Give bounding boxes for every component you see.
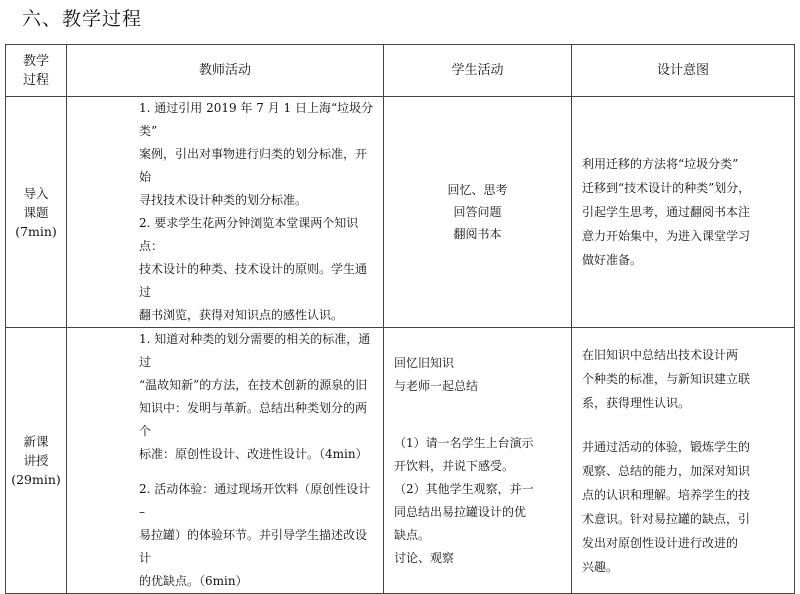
- teacher-item: 2. 活动体验：通过现场开饮料（原创性设计 – 易拉罐）的体验环节。并引导学生描述改设计 的优缺点。（6min）: [139, 482, 371, 588]
- design-item: 并通过活动的体验，锻炼学生的 观察、总结的能力，加深对知识 点的认识和理解。培养学生的技 术意识。针对易拉罐的缺点，引 发出对原创性设计进行改进的 兴趣。: [582, 439, 751, 574]
- teacher-activity-cell: [67, 97, 384, 328]
- student-item: 回忆旧知识 与老师一起总结: [394, 355, 479, 393]
- stage-cell: 新课 讲授 (29min): [6, 328, 67, 594]
- section-heading: 六、教学过程: [22, 8, 143, 30]
- teaching-process-table: [5, 44, 795, 594]
- design-intent-cell: [572, 328, 795, 594]
- header-teacher-activity: 教师活动: [67, 45, 384, 97]
- teacher-item: 1. 知道对种类的划分需要的相关的标准，通过 “温故知新”的方法，在技术创新的源泉的旧 知识中：发明与革新。总结出种类划分的两个 标准：原创性设计、改进性设计。（4min）: [139, 332, 371, 461]
- table-row: [6, 328, 795, 594]
- design-item: 在旧知识中总结出技术设计两 个种类的标准，与新知识建立联 系，获得理性认识。: [582, 347, 751, 410]
- header-stage: 教学 过程: [6, 45, 67, 97]
- table-header-row: [6, 45, 795, 97]
- student-item: 翻阅书本: [453, 227, 502, 241]
- design-item: 利用迁移的方法将“垃圾分类” 迁移到“技术设计的种类”划分， 引起学生思考，通过翻阅书本注 意力开始集中，为进入课堂学习 做好准备。: [582, 157, 751, 267]
- header-student-activity: 学生活动: [384, 45, 572, 97]
- student-item: 回忆、思考: [447, 183, 508, 197]
- teacher-item: 1. 通过引用 2019 年 7 月 1 日上海“垃圾分类” 案例，引出对事物进行归类的划分标准，开始 寻找技术设计种类的划分标准。: [139, 101, 374, 207]
- teacher-item: 2. 要求学生花两分钟浏览本堂课两个知识点： 技术设计的种类、技术设计的原则。学生通过 翻书浏览，获得对知识点的感性认识。: [139, 216, 368, 322]
- table-row: [6, 97, 795, 328]
- stage-cell: 导入 课题 (7min): [6, 97, 67, 328]
- teacher-activity-cell: [67, 328, 384, 594]
- student-activity-cell: [384, 328, 572, 594]
- design-intent-cell: [572, 97, 795, 328]
- header-design-intent: 设计意图: [572, 45, 795, 97]
- student-activity-cell: [384, 97, 572, 328]
- student-item: 回答问题: [453, 205, 502, 219]
- student-item: （1）请一名学生上台演示 开饮料，并说下感受。 （2）其他学生观察，并一 同总结出易拉罐设计的优 缺点。 讨论、观察: [394, 435, 534, 565]
